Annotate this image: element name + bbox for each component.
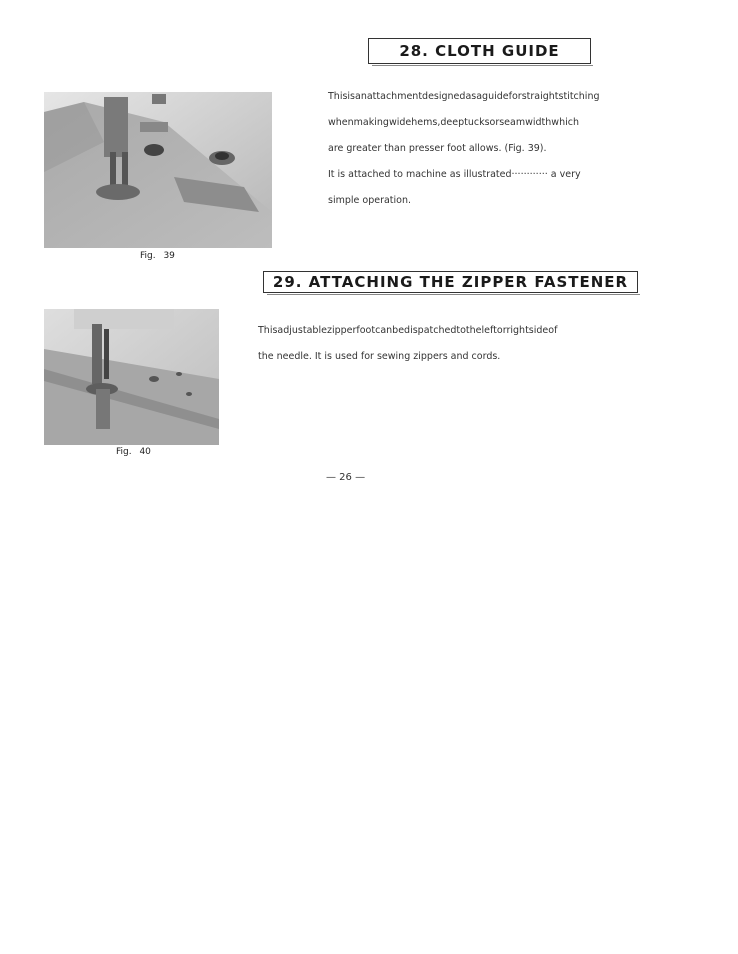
section-heading-zipper-fastener: 29. ATTACHING THE ZIPPER FASTENER <box>263 271 638 293</box>
word: for <box>508 91 522 102</box>
word: to <box>456 325 466 336</box>
word: zipper <box>326 325 357 336</box>
word: be <box>392 325 405 336</box>
paragraph-line <box>328 84 644 110</box>
page-number: — 26 — <box>326 472 366 483</box>
word: stitching <box>558 91 600 102</box>
cloth-guide-paragraph <box>328 84 644 214</box>
word: hems, <box>411 117 441 128</box>
zipper-foot-image <box>44 309 219 445</box>
word: straight <box>521 91 559 102</box>
word: guide <box>482 91 509 102</box>
paragraph-line: It is attached to machine as illustrated············ a very <box>328 169 581 180</box>
figure-39-photo <box>44 92 272 248</box>
word: can <box>375 325 393 336</box>
word: of <box>548 325 558 336</box>
word: side <box>528 325 549 336</box>
word: or <box>489 117 500 128</box>
word: adjustable <box>277 325 327 336</box>
paragraph-line: are greater than presser foot allows. (Fig. 39). <box>328 143 547 154</box>
word: designed <box>422 91 466 102</box>
word: making <box>353 117 389 128</box>
section-heading-cloth-guide: 28. CLOTH GUIDE <box>368 38 591 64</box>
word: This <box>258 325 278 336</box>
word: tucks <box>464 117 490 128</box>
word: seam <box>499 117 526 128</box>
zipper-fastener-paragraph <box>258 318 638 370</box>
word: This <box>328 91 348 102</box>
word: or <box>496 325 507 336</box>
sewing-machine-cloth-guide-image <box>44 92 272 248</box>
word: left <box>481 325 497 336</box>
word: which <box>551 117 579 128</box>
word: attachment <box>366 91 423 102</box>
figure-39-caption: Fig. 39 <box>140 251 175 261</box>
paragraph-line: the needle. It is used for sewing zippers and cords. <box>258 351 501 362</box>
word: as <box>465 91 477 102</box>
word: right <box>506 325 529 336</box>
word: a <box>476 91 483 102</box>
paragraph-line <box>328 110 644 136</box>
word: wide <box>388 117 412 128</box>
paragraph-line: simple operation. <box>328 195 412 206</box>
word: foot <box>356 325 376 336</box>
word: deep <box>440 117 465 128</box>
figure-40-photo <box>44 309 219 445</box>
word: when <box>328 117 354 128</box>
word: an <box>355 91 367 102</box>
paragraph-line <box>258 318 638 344</box>
figure-40-caption: Fig. 40 <box>116 447 151 457</box>
word: width <box>525 117 552 128</box>
word: dispatched <box>404 325 457 336</box>
word: is <box>347 91 356 102</box>
word: the <box>465 325 482 336</box>
